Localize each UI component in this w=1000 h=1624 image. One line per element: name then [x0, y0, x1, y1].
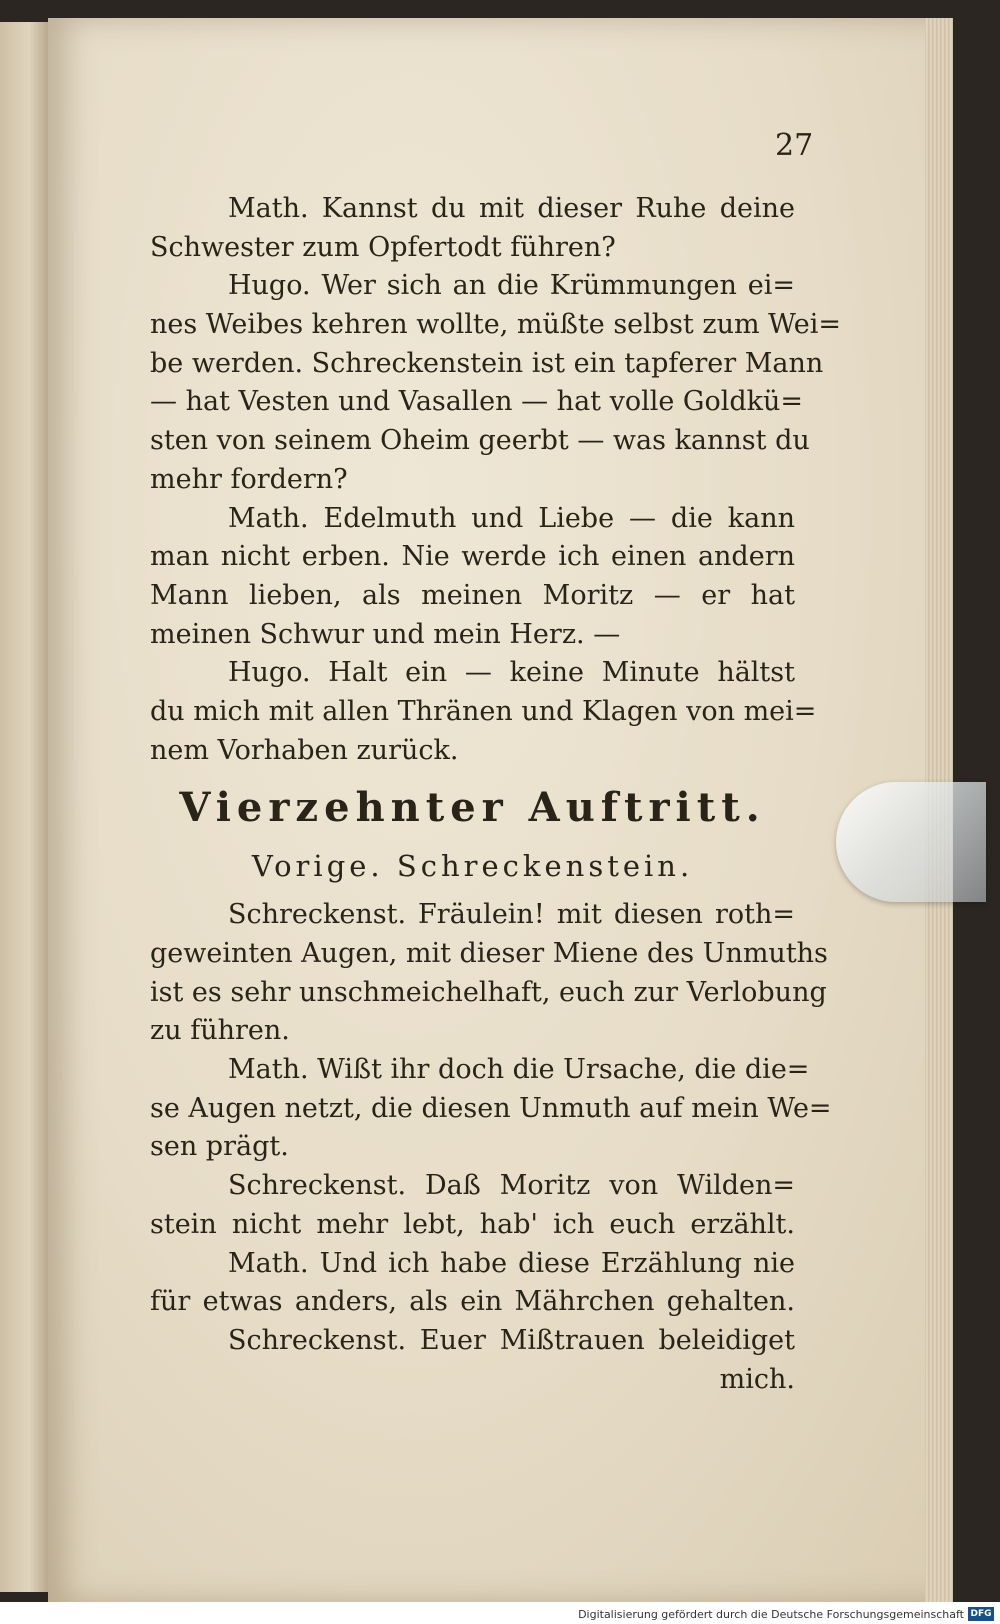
text-line: Math. Wißt ihr doch die Ursache, die die=	[228, 1054, 810, 1086]
footer-bar	[0, 1602, 1000, 1624]
text-line: ist es sehr unschmeichelhaft, euch zur Verlobung	[150, 976, 827, 1008]
page-text	[150, 190, 841, 1399]
text-line: Schwester zum Opfertodt führen?	[150, 231, 616, 263]
text-line: Math. Und ich habe diese Erzählung nie	[228, 1247, 795, 1279]
text-line: geweinten Augen, mit dieser Miene des Unmuths	[150, 938, 828, 969]
text-line: be werden. Schreckenstein ist ein tapferer Mann	[150, 347, 824, 379]
text-line: Mann lieben, als meinen Moritz — er hat	[150, 579, 795, 611]
text-line: Hugo. Halt ein — keine Minute hältst	[228, 657, 795, 689]
text-line: zu führen.	[150, 1015, 290, 1047]
text-line: nem Vorhaben zurück.	[150, 734, 459, 766]
dfg-logo: DFG	[968, 1607, 994, 1621]
page-number: 27	[775, 128, 814, 163]
text-line: für etwas anders, als ein Mährchen gehalten.	[150, 1286, 795, 1318]
text-section-1	[150, 190, 841, 770]
text-line: Math. Kannst du mit dieser Ruhe deine	[228, 193, 795, 224]
catchword: mich.	[719, 1363, 795, 1395]
scene-characters: Vorige. Schreckenstein.	[251, 849, 694, 884]
text-line: Schreckenst. Euer Mißtrauen beleidiget	[228, 1324, 795, 1356]
facing-page-edge	[0, 22, 48, 1592]
text-line: Hugo. Wer sich an die Krümmungen ei=	[228, 270, 795, 302]
text-section-2	[150, 896, 832, 1360]
text-line: Schreckenst. Fräulein! mit diesen roth=	[228, 899, 795, 931]
text-line: meinen Schwur und mein Herz. —	[150, 618, 621, 650]
funding-note: Digitalisierung gefördert durch die Deutsche Forschungsgemeinschaft	[578, 1608, 964, 1621]
text-line: sen prägt.	[150, 1131, 289, 1163]
text-line: mehr fordern?	[150, 463, 348, 495]
text-line: se Augen netzt, die diesen Unmuth auf mein We=	[150, 1092, 832, 1124]
text-line: du mich mit allen Thränen und Klagen von mei=	[150, 695, 817, 727]
text-line: man nicht erben. Nie werde ich einen andern	[150, 541, 795, 573]
text-line: nes Weibes kehren wollte, müßte selbst zum Wei=	[150, 309, 841, 341]
clear-bookmark-clip	[836, 782, 986, 902]
text-line: — hat Vesten und Vasallen — hat volle Goldkü=	[150, 386, 804, 418]
scene-heading: Vierzehnter Auftritt.	[179, 784, 766, 832]
text-line: Math. Edelmuth und Liebe — die kann	[228, 502, 795, 534]
text-line: Schreckenst. Daß Moritz von Wilden=	[228, 1170, 795, 1202]
text-line: stein nicht mehr lebt, hab' ich euch erzählt.	[150, 1208, 795, 1240]
text-line: sten von seinem Oheim geerbt — was kannst du	[150, 425, 810, 457]
